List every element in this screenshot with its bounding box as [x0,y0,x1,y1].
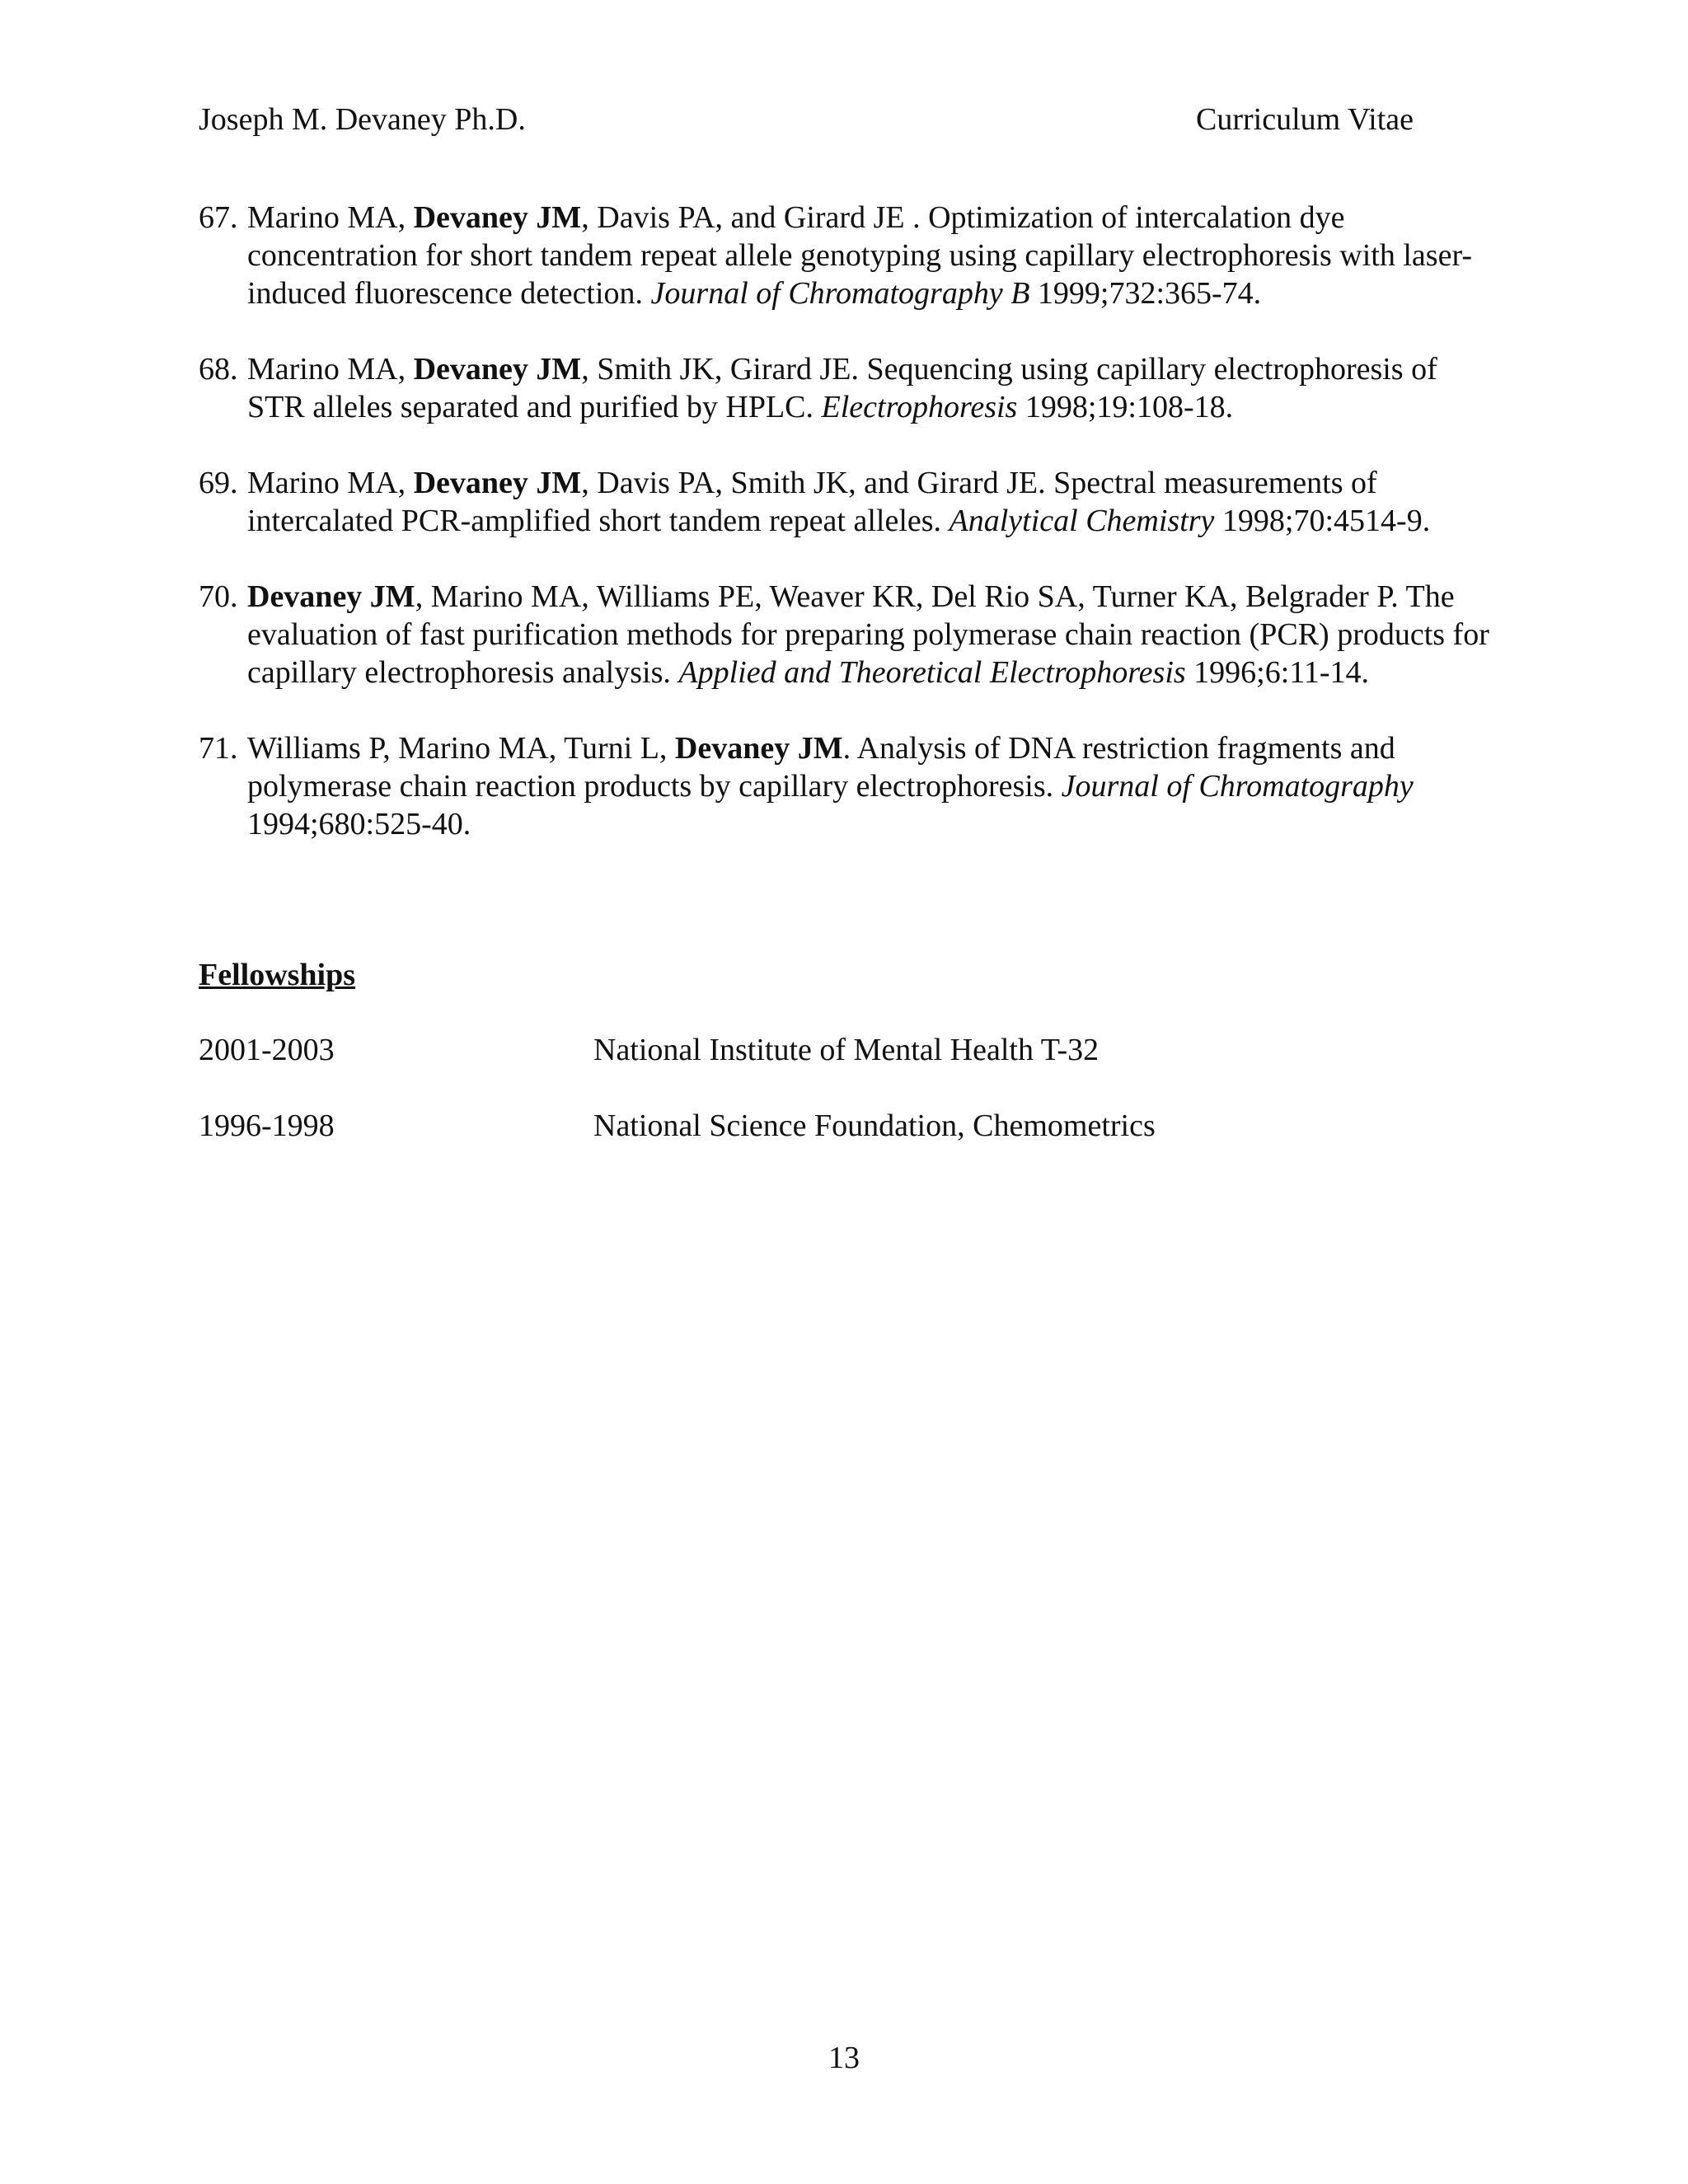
publication-authors-title: . Analysis of DNA restriction fragments and polymerase chain reaction products by capillary electrophoresis. [247,731,1395,804]
publication-authors-title: , Smith JK, Girard JE. Sequencing using capillary electrophoresis of STR alleles separated and purified by HPLC. [247,352,1437,424]
publication-item [199,350,1493,426]
publication-authors-title: , Marino MA, Williams PE, Weaver KR, Del Rio SA, Turner KA, Belgrader P. The evaluation of fast purification methods for preparing polymerase chain reaction (PCR) products for capillary electrophoresis analysis. [247,579,1489,690]
publication-authors-before: Williams P, Marino MA, Turni L, [247,731,675,766]
publication-authors-before: Marino MA, [247,352,414,387]
publication-highlighted-author: Devaney JM [413,352,582,387]
publication-citation: 1996;6:11-14. [1185,655,1370,690]
publication-citation: 1994;680:525-40. [247,807,471,841]
fellowship-years: 1996-1998 [199,1108,335,1143]
publication-item [199,464,1493,540]
publication-item [199,729,1493,843]
publication-journal: Electrophoresis [821,390,1018,424]
publication-number: 71. [199,731,238,766]
publication-citation: 1998;70:4514-9. [1214,504,1431,538]
publication-number: 69. [199,466,238,500]
publication-list [199,199,1493,881]
publication-citation: 1999;732:365-74. [1029,276,1262,311]
publication-journal: Analytical Chemistry [949,504,1215,538]
header-document-type: Curriculum Vitae [1195,102,1414,137]
fellowships-heading: Fellowships [199,958,356,992]
publication-number: 68. [199,352,238,387]
fellowship-years: 2001-2003 [199,1033,335,1067]
header-author-name: Joseph M. Devaney Ph.D. [199,102,526,137]
publication-highlighted-author: Devaney JM [413,466,582,500]
page-number: 13 [828,2041,860,2075]
fellowship-award: National Institute of Mental Health T-32 [593,1033,1100,1067]
publication-citation: 1998;19:108-18. [1017,390,1234,424]
publication-journal: Applied and Theoretical Electrophoresis [678,655,1186,690]
publication-number: 70. [199,579,238,614]
publication-authors-title: , Davis PA, Smith JK, and Girard JE. Spectral measurements of intercalated PCR-amplified short tandem repeat alleles. [247,466,1377,538]
publication-authors-title: , Davis PA, and Girard JE . Optimization of intercalation dye concentration for short tandem repeat allele genotyping using capillary electrophoresis with laser-induced fluorescence detection. [247,200,1472,311]
publication-item [199,199,1493,312]
publication-highlighted-author: Devaney JM [247,579,415,614]
publication-authors-before: Marino MA, [247,200,414,235]
publication-highlighted-author: Devaney JM [674,731,843,766]
publication-highlighted-author: Devaney JM [413,200,582,235]
publication-item [199,578,1493,691]
publication-number: 67. [199,200,238,235]
publication-journal: Journal of Chromatography [1061,769,1414,804]
publication-authors-before: Marino MA, [247,466,414,500]
fellowship-award: National Science Foundation, Chemometrics [593,1108,1156,1143]
publication-journal: Journal of Chromatography B [650,276,1030,311]
